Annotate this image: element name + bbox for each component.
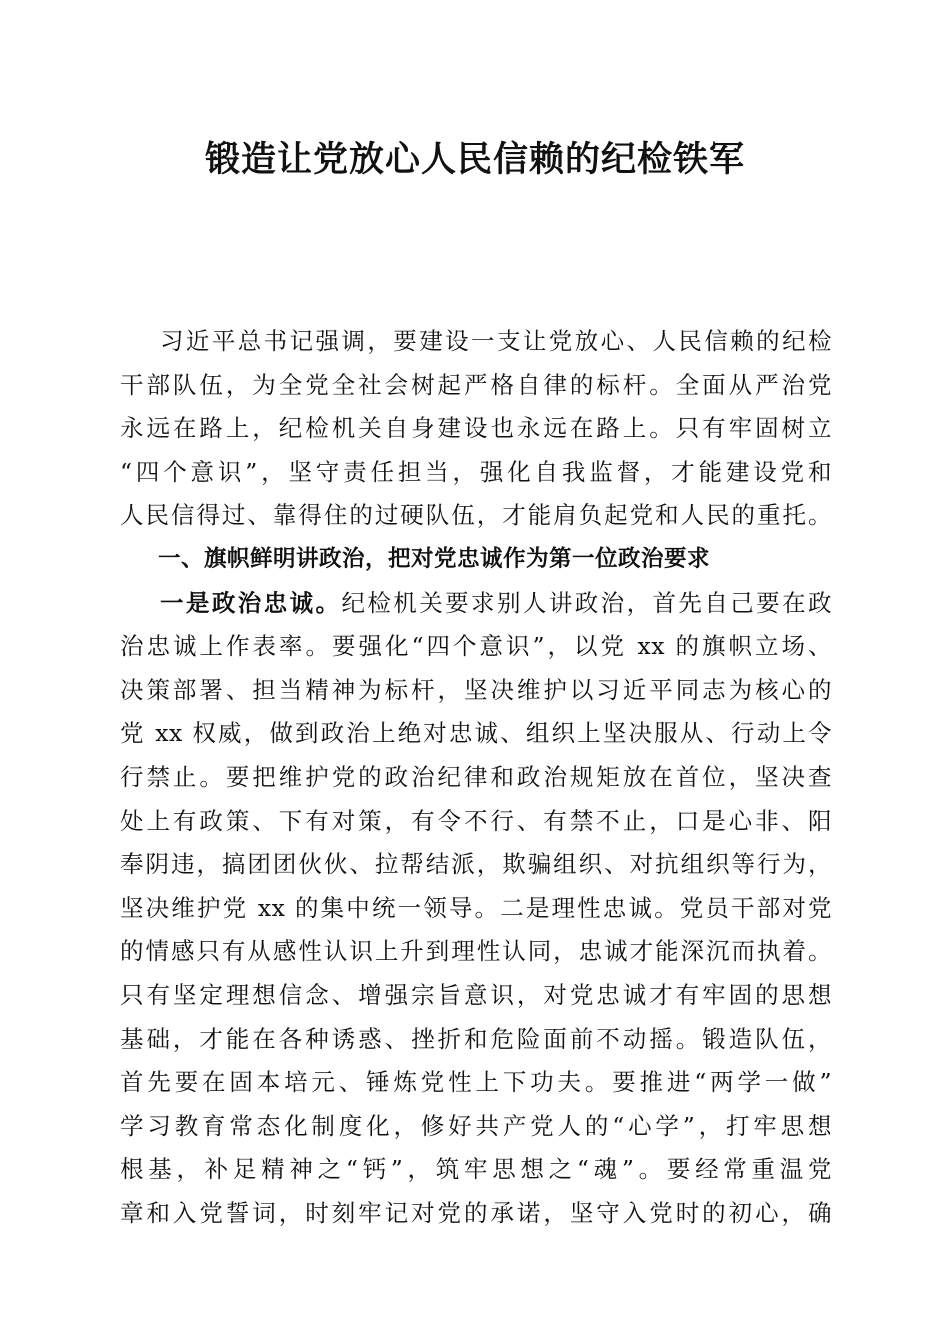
paragraph-line: 党 xx 权威，做到政治上绝对忠诚、组织上坚决服从、行动上令 (120, 719, 832, 748)
paragraph-line: 永远在路上，纪检机关自身建设也永远在路上。只有牢固树立 (120, 414, 832, 443)
paragraph-line: 坚决维护党 xx 的集中统一领导。二是理性忠诚。党员干部对党 (120, 893, 832, 922)
paragraph-line (120, 582, 832, 626)
document-body (120, 320, 832, 1235)
paragraph-line: 基础，才能在各种诱惑、挫折和危险面前不动摇。锻造队伍， (120, 1024, 832, 1053)
paragraph-line: 行禁止。要把维护党的政治纪律和政治规矩放在首位，坚决查 (120, 762, 832, 791)
subsection-lead: 一是政治忠诚。 (160, 588, 342, 617)
paragraph-line: 干部队伍，为全党全社会树起严格自律的标杆。全面从严治党 (120, 370, 832, 399)
paragraph-line: 根基，补足精神之“钙”，筑牢思想之“魂”。要经常重温党 (120, 1155, 832, 1184)
paragraph-line: 章和入党誓词，时刻牢记对党的承诺，坚守入党时的初心，确 (120, 1198, 832, 1227)
paragraph-line: 人民信得过、靠得住的过硬队伍，才能肩负起党和人民的重托。 (120, 501, 832, 530)
paragraph-line: 处上有政策、下有对策，有令不行、有禁不止，口是心非、阳 (120, 806, 832, 835)
paragraph-line: 治忠诚上作表率。要强化“四个意识”，以党 xx 的旗帜立场、 (120, 632, 832, 661)
paragraph-line: 奉阴违，搞团团伙伙、拉帮结派，欺骗组织、对抗组织等行为， (120, 850, 832, 879)
paragraph-line: 习近平总书记强调，要建设一支让党放心、人民信赖的纪检 (160, 327, 832, 355)
document-title: 锻造让党放心人民信赖的纪检铁军 (204, 139, 745, 180)
paragraph-line: 决策部署、担当精神为标杆，坚决维护以习近平同志为核心的 (120, 675, 832, 704)
paragraph-line: 的情感只有从感性认识上升到理性认同，忠诚才能深沉而执着。 (120, 937, 832, 966)
paragraph-line-text: 纪检机关要求别人讲政治，首先自己要在政 (341, 588, 833, 617)
paragraph-line: “四个意识”，坚守责任担当，强化自我监督，才能建设党和 (120, 457, 832, 486)
paragraph-line: 只有坚定理想信念、增强宗旨意识，对党忠诚才有牢固的思想 (120, 980, 832, 1009)
paragraph-line: 首先要在固本培元、锤炼党性上下功夫。要推进“两学一做” (120, 1068, 832, 1097)
section-heading: 一、旗帜鲜明讲政治，把对党忠诚作为第一位政治要求 (158, 545, 711, 572)
paragraph-line: 学习教育常态化制度化，修好共产党人的“心学”，打牢思想 (120, 1111, 832, 1140)
